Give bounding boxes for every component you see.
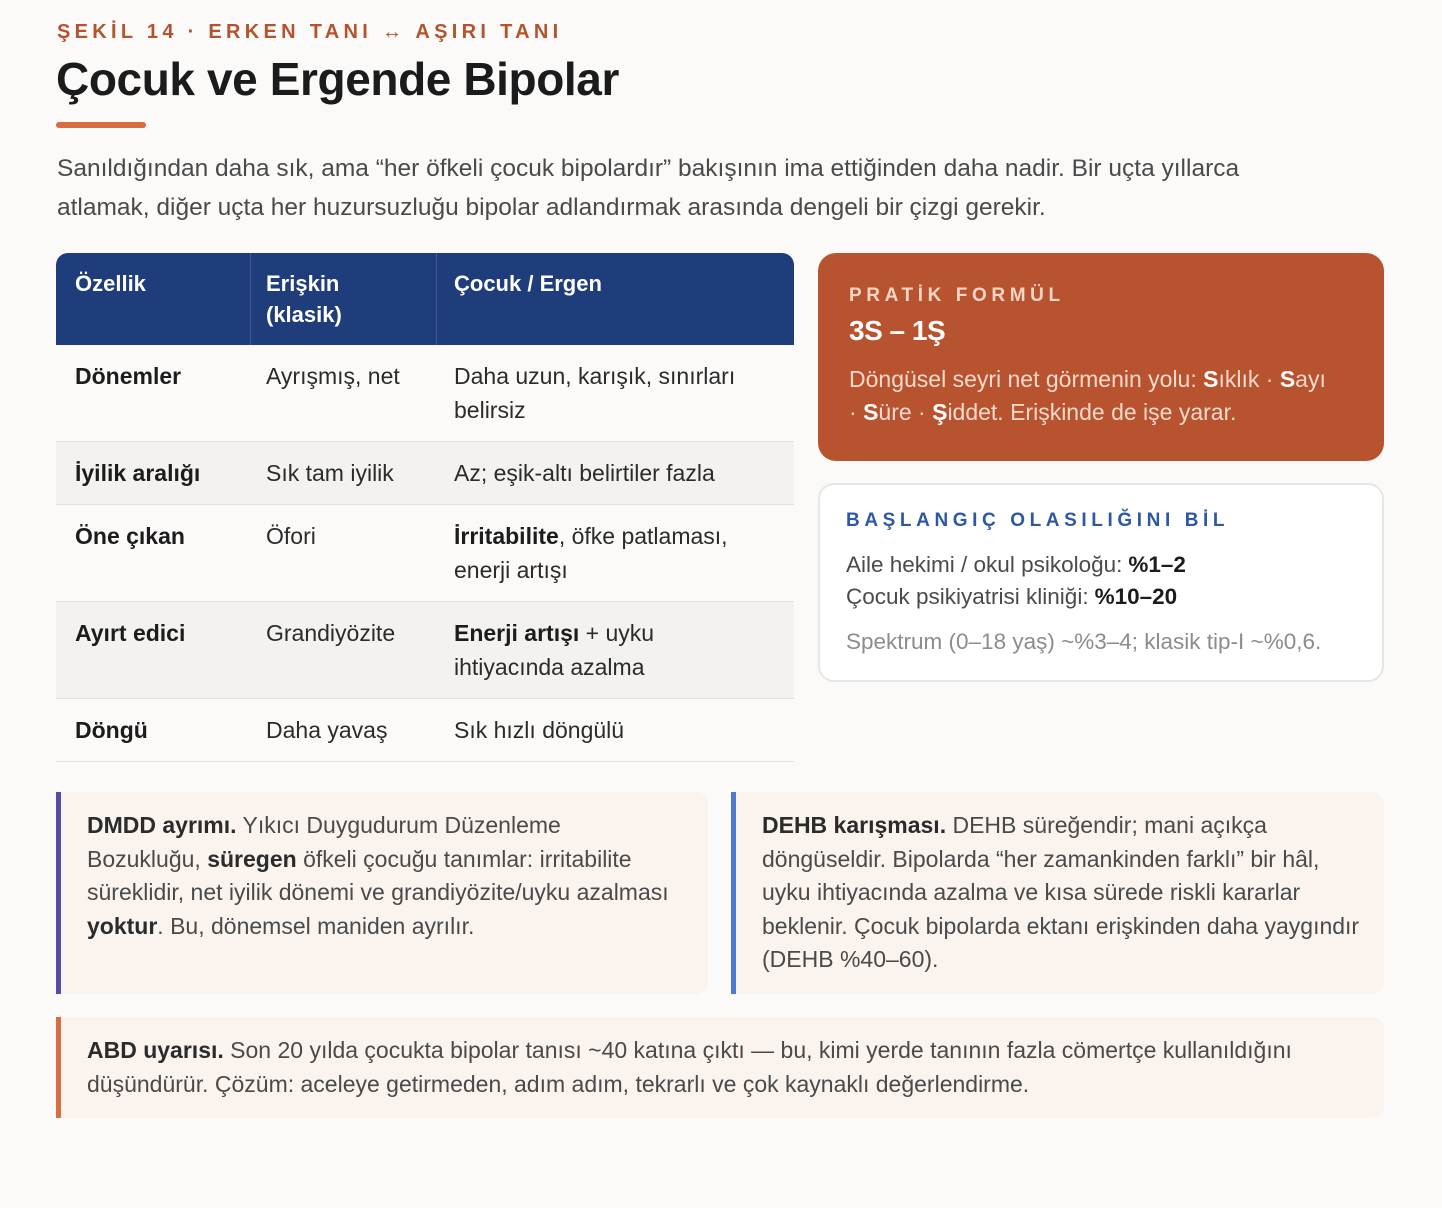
dehb-note: [731, 792, 1384, 994]
table-row: [56, 505, 794, 602]
row-feature: Öne çıkan: [75, 523, 185, 549]
row-feature: İyilik aralığı: [75, 460, 201, 486]
row-adult-value: Sık tam iyilik: [266, 460, 394, 486]
practical-formula-card: [818, 253, 1384, 461]
onset-probability-card: [818, 483, 1384, 682]
column-header-child: Çocuk / Ergen: [436, 253, 794, 345]
text-run: Az; eşik-altı belirtiler fazla: [454, 460, 715, 486]
probability-value: %10–20: [1094, 584, 1178, 609]
emphasis-text: İrritabilite: [454, 523, 559, 549]
emphasis-text: Ş: [932, 399, 948, 425]
row-child-value: [436, 505, 794, 601]
row-child-value: [436, 442, 794, 504]
emphasis-text: DMDD ayrımı.: [87, 812, 237, 838]
text-run: . Bu, dönemsel maniden ayrılır.: [157, 912, 475, 939]
probability-list: [846, 549, 1364, 613]
table-header: [56, 253, 794, 345]
probability-card-title: BAŞLANGIÇ OLASILIĞINI BİL: [846, 510, 1230, 531]
text-run: iddet. Erişkinde de işe yarar.: [947, 399, 1237, 425]
abd-warning-note: [56, 1017, 1384, 1118]
row-child-value: [436, 602, 794, 698]
emphasis-text: yoktur: [87, 912, 158, 939]
emphasis-text: S: [1279, 366, 1296, 392]
probability-footnote: Spektrum (0–18 yaş) ~%3–4; klasik tip-I ~%0,6.: [846, 629, 1322, 654]
emphasis-text: S: [863, 399, 879, 425]
row-adult-value: Daha yavaş: [266, 717, 388, 743]
row-adult-value: Grandiyözite: [266, 620, 396, 646]
row-adult-value: Ayrışmış, net: [266, 363, 400, 389]
table-row: [56, 345, 794, 442]
comparison-table: [56, 253, 794, 762]
text-run: , öfke patlaması, enerji artışı: [454, 523, 728, 583]
text-run: + uyku ihtiyacında azalma: [454, 620, 655, 680]
table-row: [56, 699, 794, 762]
row-adult-value: Öfori: [266, 523, 316, 549]
row-feature: Döngü: [75, 717, 148, 743]
emphasis-text: süregen: [207, 845, 297, 872]
row-child-value: [436, 345, 794, 441]
text-run: ayı ·: [849, 366, 1326, 425]
text-run: Yıkıcı Duygudurum Düzenleme Bozukluğu,: [87, 812, 561, 872]
emphasis-text: ABD uyarısı.: [87, 1037, 224, 1063]
text-run: ıklık ·: [1218, 366, 1280, 392]
row-child-value: [436, 699, 794, 761]
page-title: Çocuk ve Ergende Bipolar: [56, 53, 619, 105]
text-run: öfkeli çocuğu tanımlar: irritabilite süreklidir, net iyilik dönemi ve grandiyözite/uyku azalması: [87, 845, 669, 905]
row-feature: Dönemler: [75, 363, 182, 389]
row-feature: Ayırt edici: [75, 620, 186, 646]
title-underline: [56, 122, 146, 128]
text-run: Daha uzun, karışık, sınırları belirsiz: [454, 363, 736, 423]
probability-line: [846, 549, 1364, 581]
probability-value: %1–2: [1128, 552, 1186, 577]
table-row: [56, 442, 794, 505]
text-run: Döngüsel seyri net görmenin yolu:: [849, 366, 1204, 392]
text-run: Sık hızlı döngülü: [454, 717, 625, 743]
intro-paragraph: Sanıldığından daha sık, ama “her öfkeli çocuk bipolardır” bakışının ima ettiğinden daha nadir. Bir uçta yıllarca atlamak, diğer uçta her huzursuzluğu bipolar adlandırmak arasında dengeli bir çizgi gerekir.: [57, 155, 1240, 221]
formula-card-kicker: PRATİK FORMÜL: [849, 285, 1065, 306]
text-run: Son 20 yılda çocukta bipolar tanısı ~40 katına çıktı — bu, kimi yerde tanının fazla cömertçe kullanıldığını düşündürür. Çözüm: aceleye getirmeden, adım adım, tekrarlı ve çok kaynaklı değerlendirme.: [87, 1037, 1292, 1097]
column-header-feature: Özellik: [75, 271, 146, 296]
formula-description: [849, 363, 1334, 429]
formula-heading: 3S – 1Ş: [849, 315, 946, 346]
probability-label: Çocuk psikiyatrisi kliniği:: [846, 584, 1089, 609]
text-run: DEHB süreğendir; mani açıkça döngüseldir. Bipolarda “her zamankinden farklı” bir hâl, uyku ihtiyacında azalma ve kısa sürede riskli kararlar beklenir. Çocuk bipolarda ektanı erişkinden daha yaygındır (DEHB %40–60).: [762, 812, 1360, 972]
dmdd-note: [56, 792, 708, 994]
probability-label: Aile hekimi / okul psikoloğu:: [846, 552, 1123, 577]
emphasis-text: Enerji artışı: [454, 620, 580, 646]
table-row: [56, 602, 794, 699]
figure-eyebrow: ŞEKİL 14 · ERKEN TANI ↔ AŞIRI TANI: [57, 21, 563, 43]
column-header-adult: Erişkin (klasik): [250, 253, 436, 345]
probability-line: [846, 581, 1364, 613]
emphasis-text: S: [1203, 366, 1219, 392]
text-run: üre ·: [878, 399, 933, 425]
emphasis-text: DEHB karışması.: [762, 812, 947, 838]
